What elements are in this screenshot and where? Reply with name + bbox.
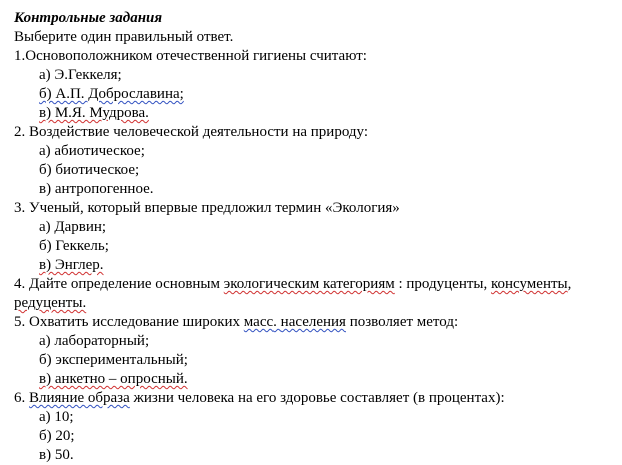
answer-option: в) 50. <box>39 447 74 463</box>
answer-option <box>14 256 614 275</box>
question-text: 1.Основоположником отечественной гигиены считают: <box>14 48 367 64</box>
answer-option: а) Э.Геккеля; <box>39 67 122 83</box>
instruction-text: Выберите один правильный ответ. <box>14 29 234 45</box>
question-text-part: консументы <box>490 276 568 292</box>
answer-option: а) лабораторный; <box>39 333 150 349</box>
question-text-part: позволяет метод: <box>345 314 459 330</box>
answer-option: б) биотическое; <box>39 162 140 178</box>
document-page <box>14 9 614 465</box>
answer-option: б) 20; <box>39 428 75 444</box>
question-text-part: 5. Охватить исследование широких <box>14 314 244 330</box>
question-text <box>14 275 614 294</box>
question-6 <box>14 389 614 465</box>
answer-option-text: б) А.П. Доброславина; <box>39 86 184 102</box>
answer-option: а) 10; <box>39 409 74 425</box>
question-text-part: , <box>567 276 572 292</box>
question-text-continuation <box>14 294 614 313</box>
question-text-part: 4. Дайте определение основным <box>14 276 224 292</box>
answer-option: б) экспериментальный; <box>39 352 188 368</box>
answer-option: а) абиотическое; <box>39 143 145 159</box>
document-title: Контрольные задания <box>14 10 163 26</box>
answer-option-text: в) М.Я. Мудрова. <box>39 105 149 121</box>
question-4 <box>14 275 614 313</box>
answer-option <box>14 85 614 104</box>
question-text-part: населения <box>280 314 346 330</box>
question-text-part: редуценты. <box>14 295 87 311</box>
answer-option <box>14 104 614 123</box>
question-text-part: . <box>273 314 281 330</box>
question-text <box>14 389 614 408</box>
question-text-part: экологическим категориям <box>223 276 395 292</box>
answer-option: в) антропогенное. <box>39 181 154 197</box>
question-text: 3. Ученый, который впервые предложил термин «Экология» <box>14 200 400 216</box>
answer-option-text: в) анкетно – опросный. <box>39 371 188 387</box>
question-text-part: : продуценты, <box>394 276 491 292</box>
question-text-part: масс <box>243 314 274 330</box>
answer-option-text: в) Энглер. <box>39 257 104 273</box>
question-text-part: жизни человека на его здоровье составляет (в процентах): <box>129 390 505 406</box>
answer-option: а) Дарвин; <box>39 219 107 235</box>
question-text-part: 6. <box>14 390 29 406</box>
question-text <box>14 313 614 332</box>
question-3 <box>14 199 614 275</box>
answer-option <box>14 370 614 389</box>
question-1 <box>14 47 614 123</box>
question-text: 2. Воздействие человеческой деятельности на природу: <box>14 124 368 140</box>
answer-option: б) Геккель; <box>39 238 109 254</box>
question-text-part: Влияние образа <box>29 390 130 406</box>
question-2 <box>14 123 614 199</box>
question-5 <box>14 313 614 389</box>
